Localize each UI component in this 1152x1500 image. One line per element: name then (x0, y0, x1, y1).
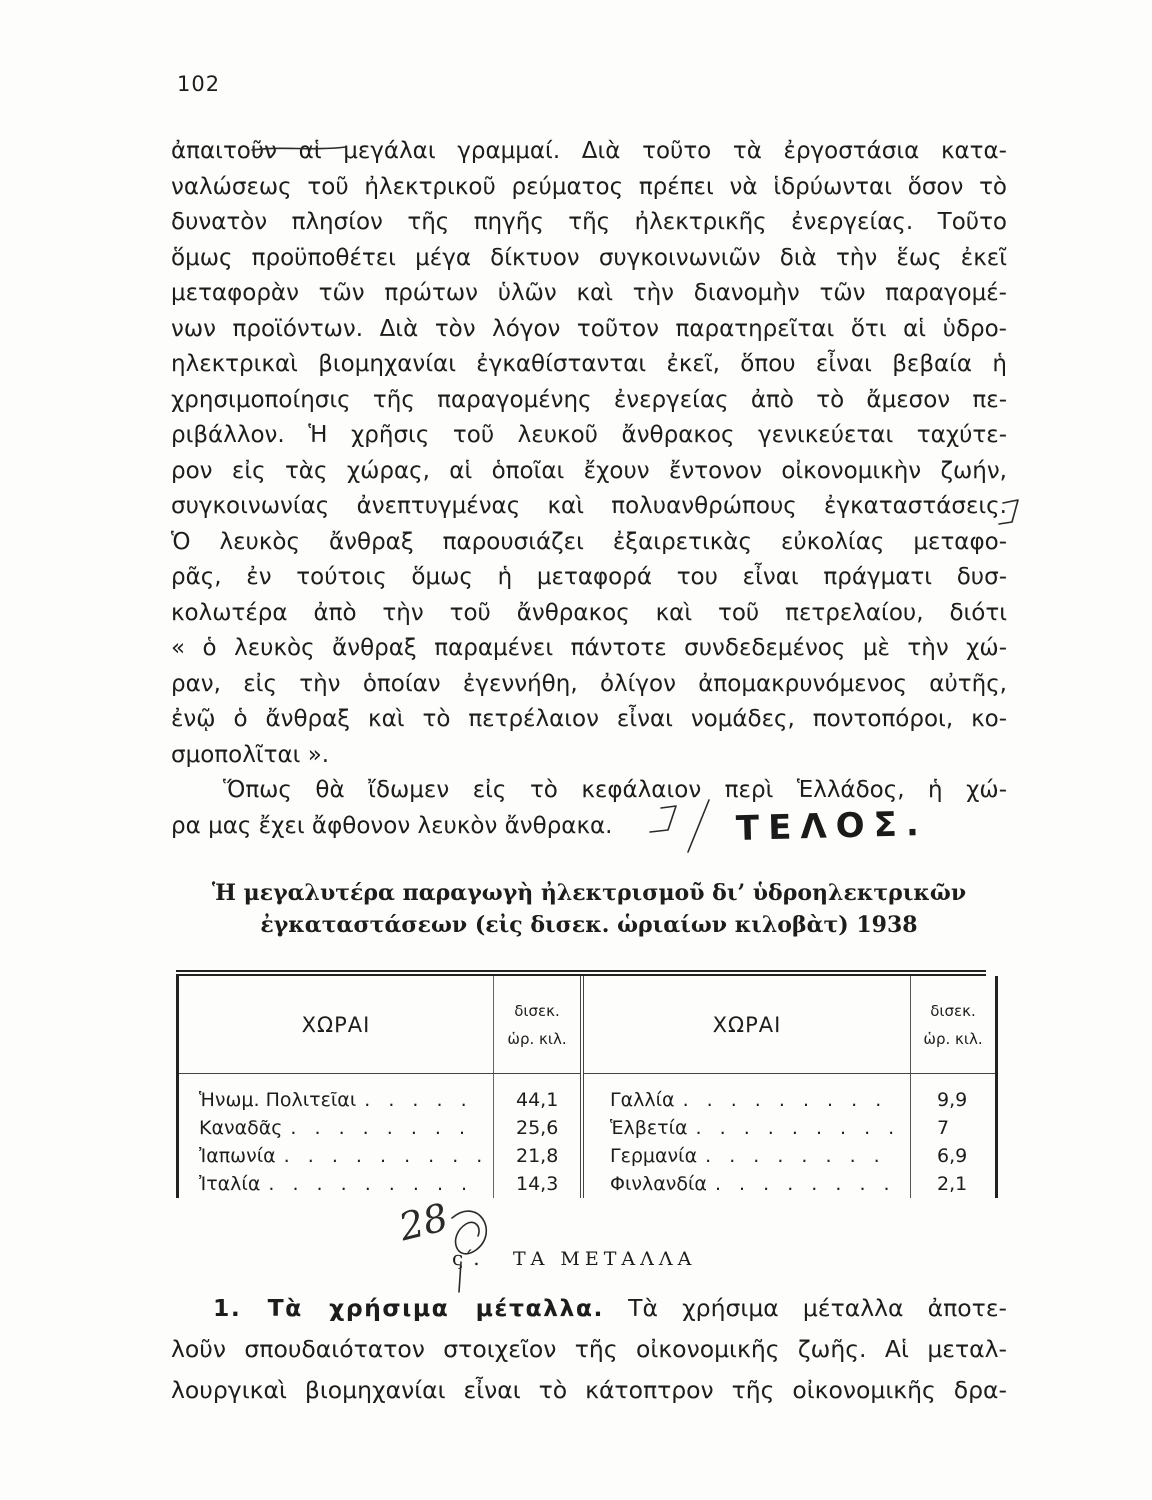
body-line: ρον εἰς τὰς χώρας, αἱ ὁποῖαι ἔχουν ἔντονον οἰκονομικὴν ζωήν, (171, 457, 1007, 484)
subsection-line: λουργικαὶ βιομηχανίαι εἶναι τὸ κάτοπτρον τῆς οἰκονομικῆς δρα- (171, 1376, 1007, 1404)
body-line: Ὅπως θὰ ἴδωμεν εἰς τὸ κεφάλαιον περὶ Ἑλλάδος, ἡ χώ- (223, 777, 1007, 803)
unit-label-line: δισεκ. (930, 1001, 976, 1020)
section-title: ΤΑ ΜΕΤΑΛΛΑ (513, 1248, 697, 1270)
leader (199, 1117, 481, 1139)
leader (610, 1173, 898, 1195)
value-cell: 6,9 (911, 1142, 997, 1170)
body-line: ηλεκτρικαὶ βιομηχανίαι ἐγκαθίστανται ἐκεῖ, ὅπου εἶναι βεβαία ἡ (171, 351, 1007, 377)
body-line: συγκοινωνίας ἀνεπτυγμένας καὶ πολυανθρώπους ἐγκαταστάσεις. (171, 493, 1007, 519)
body-line: ναλώσεως τοῦ ἠλεκτρικοῦ ρεύματος πρέπει νὰ ἱδρύωνται ὅσον τὸ (171, 173, 1007, 200)
table-row (178, 1114, 997, 1142)
country-cell (582, 1114, 911, 1142)
column-header-country-right: ΧΩΡΑΙ (582, 976, 911, 1074)
table-body (178, 1074, 997, 1199)
subsection-paragraph (171, 1288, 1007, 1411)
country-name: Φινλανδία (610, 1173, 707, 1195)
leader-dots (707, 1173, 898, 1195)
subsection-line-text: Τὰ χρήσιμα μέταλλα ἀποτε- (628, 1294, 1007, 1322)
country-name: Ἰαπωνία (199, 1145, 276, 1167)
body-line: ἐνῷ ὁ ἄνθραξ καὶ τὸ πετρέλαιον εἶναι νομάδες, ποντοπόροι, κο- (171, 706, 1007, 732)
value-cell: 14,3 (494, 1170, 583, 1198)
country-cell (582, 1142, 911, 1170)
body-line: νων προϊόντων. Διὰ τὸν λόγον τοῦτον παρατηρεῖται ὅτι αἱ ὑδρο- (171, 315, 1007, 342)
leader (199, 1173, 481, 1195)
country-cell (178, 1142, 494, 1170)
value-cell: 25,6 (494, 1114, 583, 1142)
country-cell (582, 1074, 911, 1115)
column-header-unit-left (494, 976, 583, 1074)
leader-dots (697, 1145, 898, 1167)
table-row (178, 1170, 997, 1198)
body-line: κολωτέρα ἀπὸ τὴν τοῦ ἄνθρακος καὶ τοῦ πετρελαίου, διότι (171, 599, 1007, 626)
country-cell (178, 1114, 494, 1142)
unit-label-line: δισεκ. (514, 1001, 560, 1020)
production-table (176, 970, 986, 1198)
body-line: μεταφορὰν τῶν πρώτων ὑλῶν καὶ τὴν διανομὴν τῶν παραγομέ- (171, 280, 1007, 306)
leader-dots (675, 1089, 898, 1111)
handwritten-telos-note: ΤΕΛΟΣ. (735, 803, 929, 849)
body-line: ὅμως προϋποθέτει μέγα δίκτυον συγκοινωνιῶν διὰ τὴν ἕως ἐκεῖ (171, 244, 1007, 271)
subsection-heading: 1. Τὰ χρήσιμα μέταλλα. (213, 1294, 604, 1322)
body-line: ριβάλλον. Ἡ χρῆσις τοῦ λευκοῦ ἄνθρακος γενικεύεται ταχύτε- (171, 422, 1007, 448)
country-name: Ἡνωμ. Πολιτεῖαι (199, 1089, 357, 1111)
value-cell: 7 (911, 1114, 997, 1142)
subsection-line (171, 1288, 1007, 1329)
body-line: δυνατὸν πλησίον τῆς πηγῆς τῆς ἠλεκτρικῆς ἐνεργείας. Τοῦτο (171, 209, 1007, 235)
unit-label-line: ὡρ. κιλ. (923, 1029, 983, 1048)
leader (610, 1145, 898, 1167)
leader-dots (276, 1145, 481, 1167)
leader (199, 1089, 481, 1111)
body-line: σμοπολῖται ». (171, 741, 330, 768)
body-line: Ὁ λευκὸς ἄνθραξ παρουσιάζει ἐξαιρετικὰς εὐκολίας μεταφο- (171, 528, 1007, 555)
body-line: ρα μας ἔχει ἄφθονον λευκὸν ἄνθρακα. (171, 812, 613, 839)
table-header-row (178, 976, 997, 1074)
table-title-line: Ἡ μεγαλυτέρα παραγωγὴ ἠλεκτρισμοῦ δι’ ὑδροηλεκτρικῶν (211, 880, 967, 906)
body-line: ραν, εἰς τὴν ὁποίαν ἐγεννήθη, ὀλίγον ἀπομακρυνόμενος αὐτῆς, (171, 670, 1007, 697)
body-line: « ὁ λευκὸς ἄνθραξ παραμένει πάντοτε συνδεδεμένος μὲ τὴν χώ- (171, 635, 1007, 661)
table-grid (176, 976, 998, 1198)
leader (610, 1117, 898, 1139)
body-line: ρᾶς, ἐν τούτοις ὅμως ἡ μεταφορά του εἶναι πράγματι δυσ- (171, 564, 1007, 590)
country-name: Καναδᾶς (199, 1117, 283, 1139)
body-line: χρησιμοποίησις τῆς παραγομένης ἐνεργείας ἀπὸ τὸ ἄμεσον πε- (171, 386, 1007, 413)
section-number: ς΄. (452, 1246, 480, 1270)
leader (610, 1089, 898, 1111)
leader-dots (260, 1173, 481, 1195)
handwritten-folio-number: 28 (394, 1194, 453, 1250)
unit-label-line: ὡρ. κιλ. (507, 1029, 567, 1048)
table-head (178, 976, 997, 1074)
leader (199, 1145, 481, 1167)
page-number: 102 (177, 72, 221, 96)
body-line: ἀπαιτοῦν αἱ μεγάλαι γραμμαί. Διὰ τοῦτο τὰ ἐργοστάσια κατα- (171, 138, 1007, 164)
table-row (178, 1142, 997, 1170)
value-cell: 9,9 (911, 1074, 997, 1115)
country-cell (178, 1170, 494, 1198)
subsection-line: λοῦν σπουδαιότατον στοιχεῖον τῆς οἰκονομικῆς ζωῆς. Αἱ μεταλ- (171, 1335, 1007, 1363)
table-title-line: ἐγκαταστάσεων (εἰς δισεκ. ὡριαίων κιλοβὰτ) 1938 (260, 912, 918, 938)
value-cell: 21,8 (494, 1142, 583, 1170)
body-text (171, 134, 1007, 844)
country-name: Γαλλία (610, 1089, 675, 1111)
leader-dots (688, 1117, 898, 1139)
column-header-unit-right (911, 976, 997, 1074)
leader-dots (356, 1089, 481, 1111)
leader-dots (282, 1117, 481, 1139)
country-cell (178, 1074, 494, 1115)
column-header-country-left: ΧΩΡΑΙ (178, 976, 494, 1074)
value-cell: 44,1 (494, 1074, 583, 1115)
country-name: Γερμανία (610, 1145, 698, 1167)
table-row (178, 1074, 997, 1115)
country-name: Ἰταλία (199, 1173, 261, 1195)
value-cell: 2,1 (911, 1170, 997, 1198)
country-cell (582, 1170, 911, 1198)
country-name: Ἑλβετία (610, 1117, 688, 1139)
table-title (171, 877, 1007, 941)
